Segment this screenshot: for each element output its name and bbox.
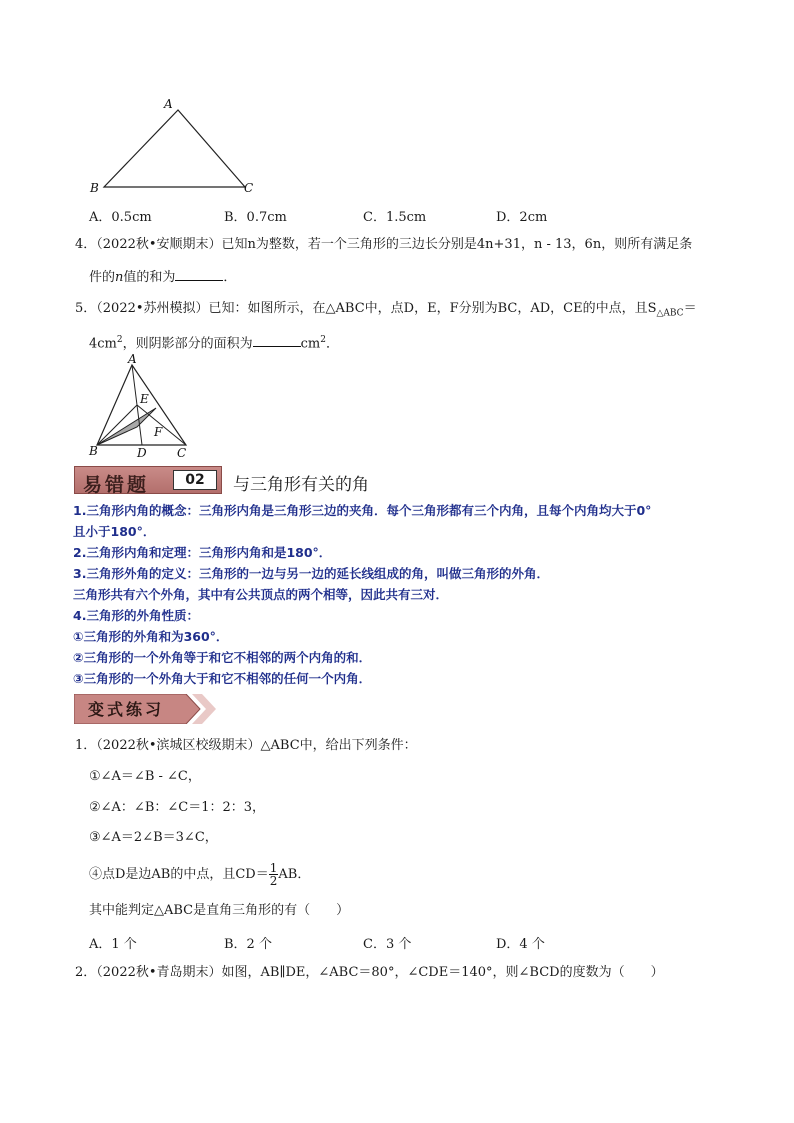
- fig2-label-a: A: [128, 352, 137, 366]
- q3-option-b: B．0.7cm: [224, 210, 287, 225]
- q4-line1: 4．（2022秋•安顺期末）已知n为整数，若一个三角形的三边长分别是4n+31，n - 13，6n，则所有满足条: [75, 237, 693, 252]
- p1-option-b: B．2 个: [224, 937, 272, 952]
- frac-den: 2: [269, 874, 278, 888]
- triangle-midpoints-figure: [86, 352, 196, 460]
- q3-option-d: D．2cm: [496, 210, 548, 225]
- q5-sup: 2: [116, 335, 123, 345]
- q5-line1: [75, 300, 697, 323]
- q5-line1-b: ＝: [683, 301, 697, 316]
- fraction-half: [269, 862, 279, 887]
- q5-sup2: 2: [320, 335, 326, 345]
- note-3b: 三角形共有六个外角，其中有公共顶点的两个相等，因此共有三对．: [73, 587, 449, 602]
- practice-tag-text: 变式练习: [88, 700, 165, 719]
- frac-num: 1: [269, 861, 278, 875]
- q4-n: n: [115, 270, 124, 285]
- q4-line2-c: ．: [223, 270, 237, 285]
- q3-option-c: C．1.5cm: [363, 210, 427, 225]
- q5-line2-a: 4cm: [89, 336, 117, 352]
- q5-line2-b: ，则阴影部分的面积为: [122, 336, 253, 352]
- note-1b: 且小于180°．: [73, 524, 156, 539]
- p1-condition-3: ③∠A＝2∠B＝3∠C，: [89, 830, 218, 845]
- note-1: 1.三角形内角的概念：三角形内角是三角形三边的夹角．每个三角形都有三个内角，且每个内角均大于0°: [73, 503, 652, 518]
- fig2-label-c: C: [177, 446, 187, 460]
- p1-ask: 其中能判定△ABC是直角三角形的有（ ）: [89, 903, 350, 918]
- p1-condition-1: ①∠A＝∠B - ∠C，: [89, 769, 201, 784]
- q4-blank: [175, 268, 223, 281]
- fig2-label-f: F: [154, 425, 163, 439]
- note-4c: ③三角形的一个外角大于和它不相邻的任何一个内角．: [73, 671, 372, 686]
- p1-option-a: A．1 个: [89, 937, 137, 952]
- note-2: 2.三角形内角和定理：三角形内角和是180°．: [73, 545, 332, 560]
- p1-c4-b: AB．: [278, 867, 311, 882]
- fig1-label-a: A: [164, 97, 173, 111]
- q5-sub: △ABC: [656, 308, 684, 319]
- q5-line1-a: 5．（2022•苏州模拟）已知：如图所示，在△ABC中，点D，E，F分别为BC，AD，CE的中点，且S: [75, 301, 657, 316]
- section-banner: [74, 466, 222, 494]
- banner-heading: 与三角形有关的角: [233, 475, 369, 495]
- q4-line2-a: 件的: [89, 270, 116, 285]
- note-4b: ②三角形的一个外角等于和它不相邻的两个内角的和．: [73, 650, 372, 665]
- p1-stem: 1．（2022秋•滨城区校级期末）△ABC中，给出下列条件：: [75, 738, 417, 753]
- p1-c4-a: ④点D是边AB的中点，且CD＝: [89, 867, 269, 882]
- fig2-label-b: B: [89, 444, 98, 458]
- fig1-label-c: C: [244, 181, 254, 195]
- practice-tag: [74, 694, 220, 724]
- note-4: 4.三角形的外角性质：: [73, 608, 199, 623]
- note-3: 3.三角形外角的定义：三角形的一边与另一边的延长线组成的角，叫做三角形的外角．: [73, 566, 549, 581]
- banner-title: 易错题: [83, 474, 150, 496]
- q4-line2-b: 值的和为: [123, 270, 176, 285]
- p2-stem: 2．（2022秋•青岛期末）如图，AB∥DE，∠ABC＝80°，∠CDE＝140°，则∠BCD的度数为（ ）: [75, 965, 664, 980]
- q5-line2: [89, 331, 339, 353]
- banner-number: 02: [173, 470, 217, 490]
- fig2-label-e: E: [140, 392, 149, 406]
- fig1-label-b: B: [90, 181, 99, 195]
- p1-option-c: C．3 个: [363, 937, 412, 952]
- fig2-label-d: D: [137, 446, 147, 460]
- q3-option-a: A．0.5cm: [89, 210, 152, 225]
- q4-line2: [89, 268, 236, 287]
- q5-line2-d: ．: [325, 336, 339, 352]
- p1-condition-4: [89, 862, 310, 888]
- q5-blank: [253, 334, 301, 347]
- p1-option-d: D．4 个: [496, 937, 545, 952]
- q5-line2-c: cm: [300, 336, 321, 352]
- note-4a: ①三角形的外角和为360°．: [73, 629, 229, 644]
- p1-condition-2: ②∠A：∠B：∠C＝1：2：3，: [89, 800, 266, 815]
- triangle-abc-figure: [80, 92, 270, 202]
